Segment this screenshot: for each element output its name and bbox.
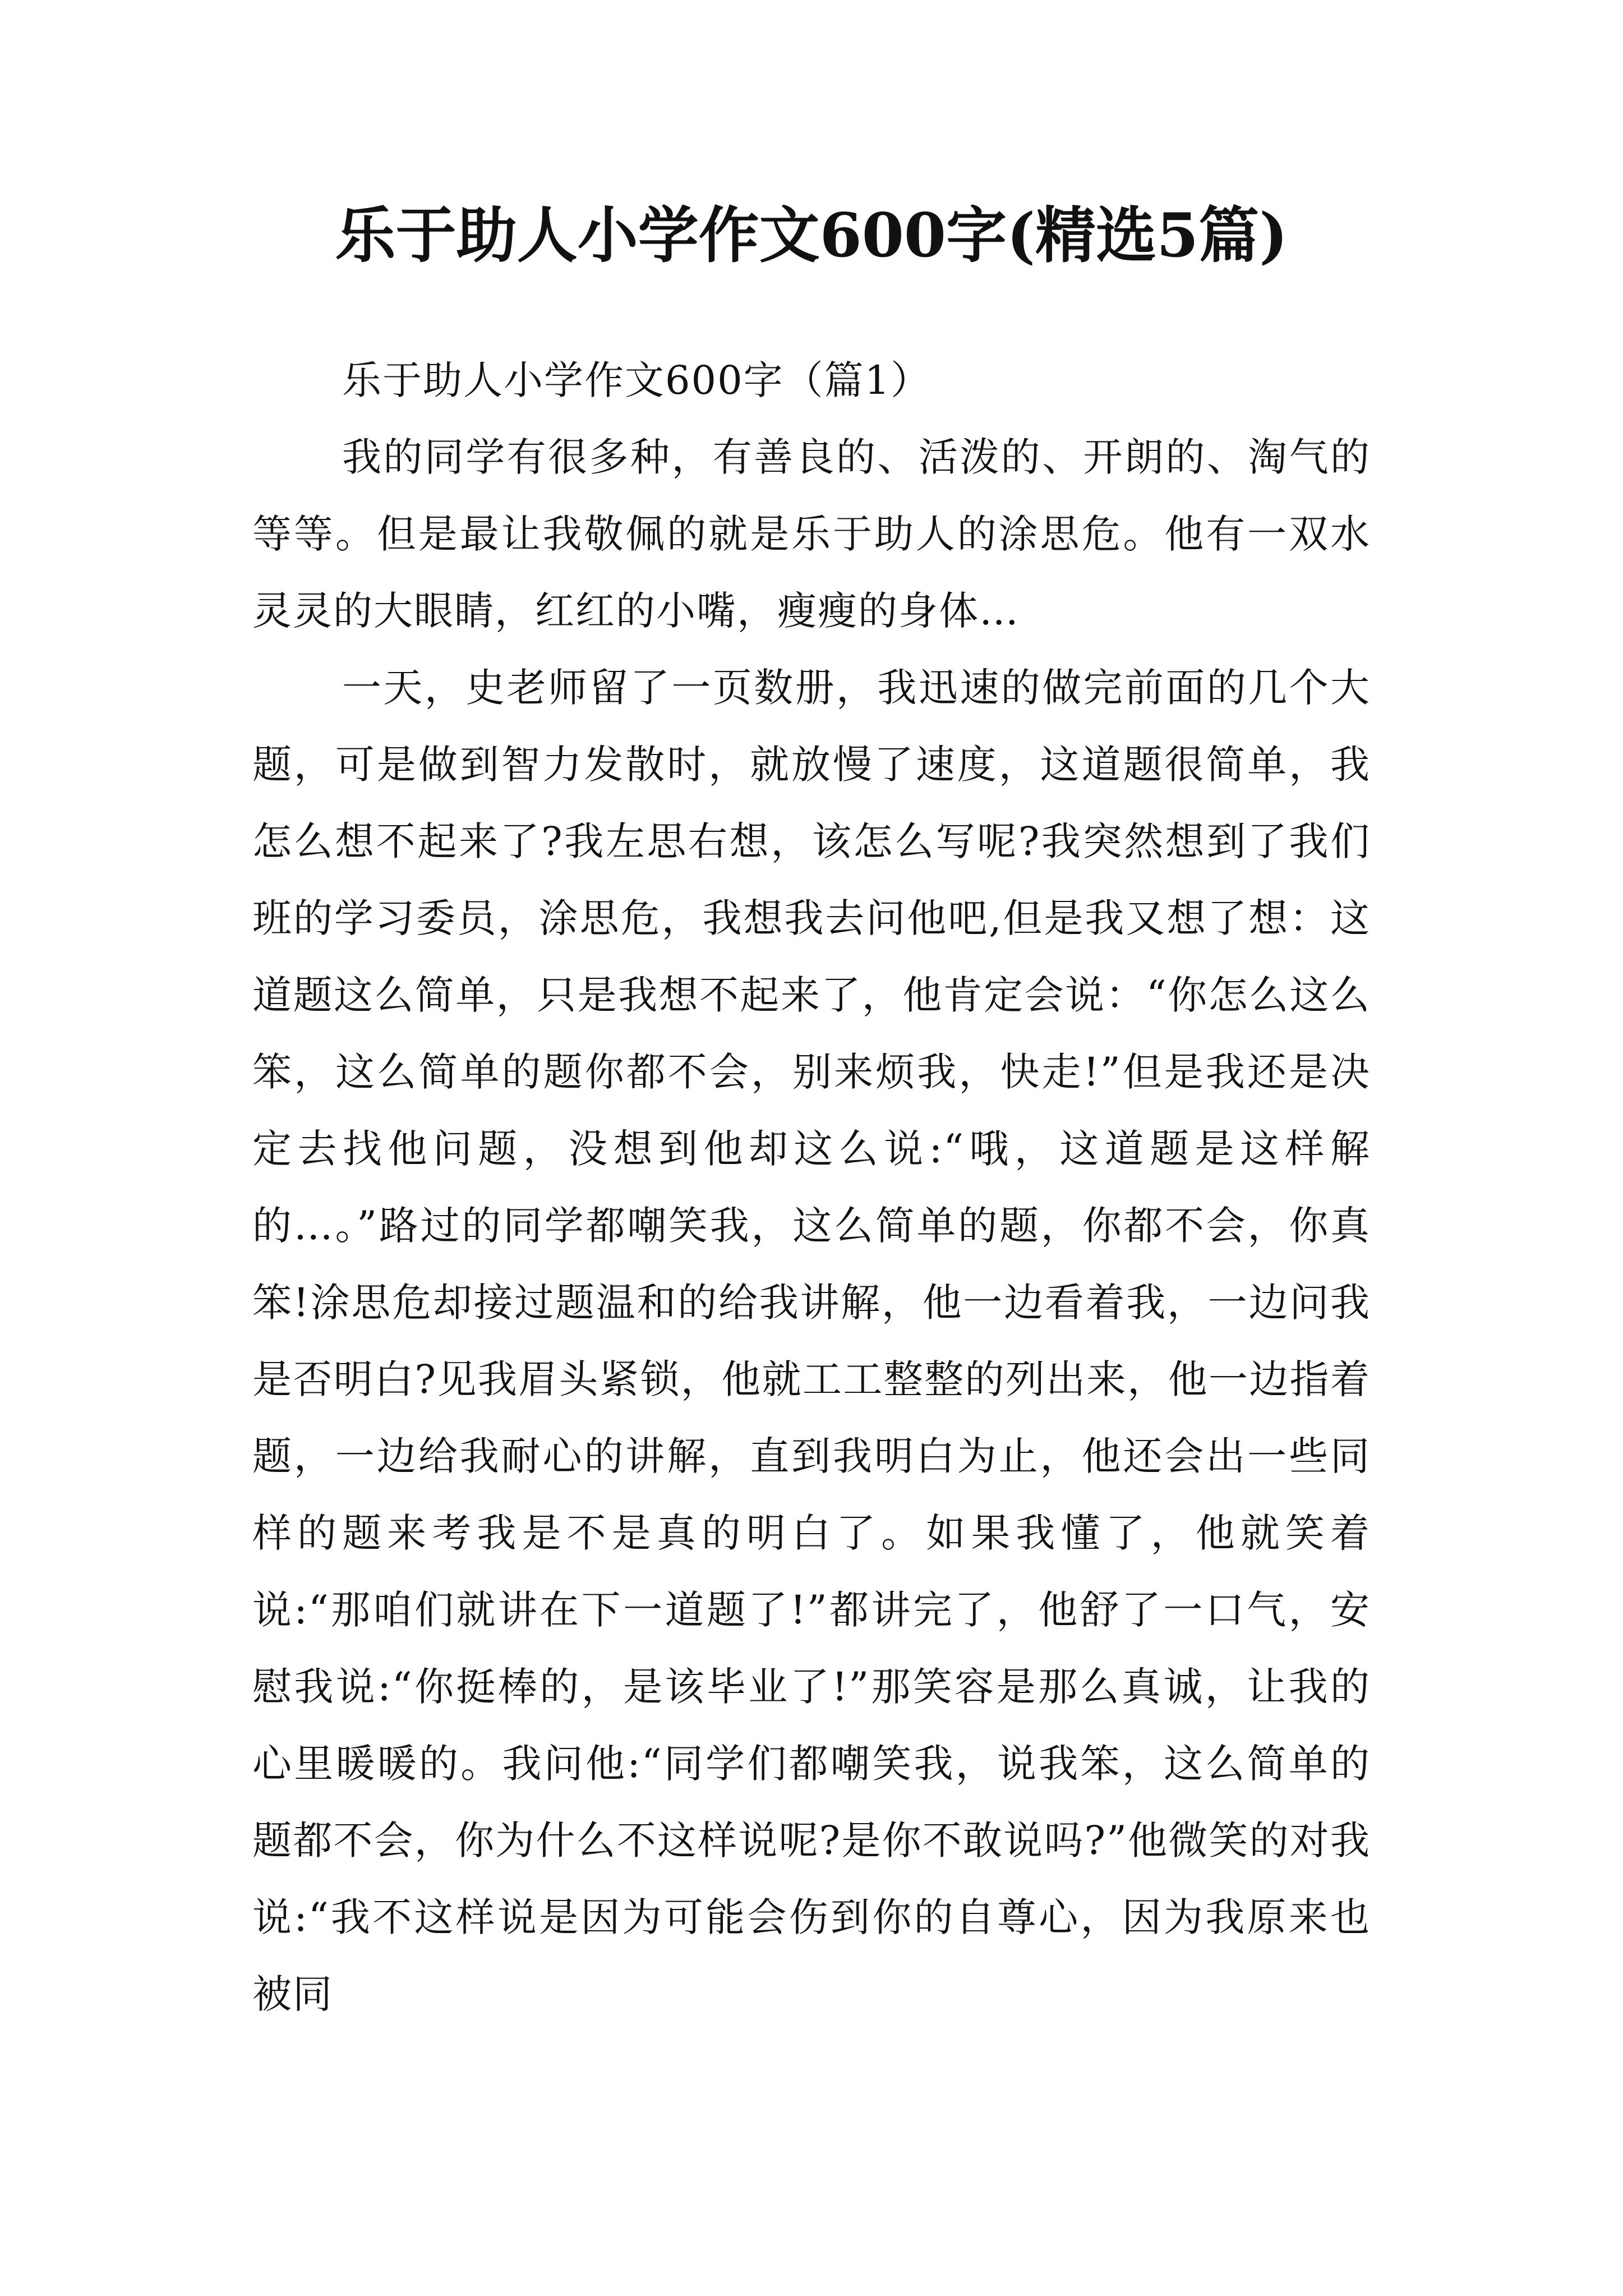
paragraph-story: 一天，史老师留了一页数册，我迅速的做完前面的几个大题，可是做到智力发散时，就放慢了速度，这道题很简单，我怎么想不起来了?我左思右想，该怎么写呢?我突然想到了我们班的学习委员，涂思危，我想我去问他吧,但是我又想了想：这道题这么简单，只是我想不起来了，他肯定会说：“你怎么这么笨，这么简单的题你都不会，别来烦我，快走!”但是我还是决定去找他问题，没想到他却这么说:“哦，这道题是这样解的…。”路过的同学都嘲笑我，这么简单的题，你都不会，你真笨!涂思危却接过题温和的给我讲解，他一边看着我，一边问我是否明白?见我眉头紧锁，他就工工整整的列出来，他一边指着题，一边给我耐心的讲解，直到我明白为止，他还会出一些同样的题来考我是不是真的明白了。如果我懂了，他就笑着说:“那咱们就讲在下一道题了!”都讲完了，他舒了一口气，安慰我说:“你挺棒的，是该毕业了!”那笑容是那么真诚，让我的心里暖暖的。我问他:“同学们都嘲笑我，说我笨，这么简单的题都不会，你为什么不这样说呢?是你不敢说吗?”他微笑的对我说:“我不这样说是因为可能会伤到你的自尊心，因为我原来也被同 [252,665,1371,2017]
document-title: 乐于助人小学作文600字(精选5篇) [335,200,1288,271]
paragraph-intro: 我的同学有很多种，有善良的、活泼的、开朗的、淘气的等等。但是最让我敬佩的就是乐于助人的涂思危。他有一双水灵灵的大眼睛，红红的小嘴，瘦瘦的身体… [252,434,1371,634]
document-body [252,342,1371,2033]
section-heading: 乐于助人小学作文600字（篇1） [342,357,932,403]
